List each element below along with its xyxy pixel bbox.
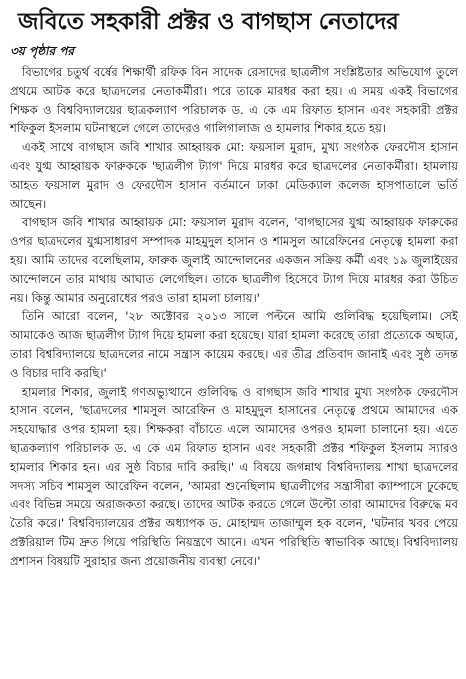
article-body — [10, 63, 458, 571]
paragraph: একই সাথে বাগছাস জবি শাখার আহ্বায়ক মো: ফয়সাল মুরাদ, মুখ্য সংগঠক ফেরদৌস হাসান এবং যুগ্ম আহ্বায়ক ফারুককে 'ছাত্রলীগ ট্যাগ' দিয়ে মারধর করে ছাত্রদলের নেতাকর্মীরা। হামলায় আহত ফয়সাল মুরাদ ও ফেরদৌস হাসান বর্তমানে ঢাকা মেডিক্যাল কলেজ হাসপাতালে ভর্তি আছেন। — [10, 140, 458, 211]
paragraph: বাগছাস জবি শাখার আহ্বায়ক মো: ফয়সাল মুরাদ বলেন, 'বাগছাসের যুগ্ম আহ্বায়ক ফারুকের ওপর ছাত্রদলের যুগ্মসাধারণ সম্পাদক মাহমুদুল হাসান ও শামসুল আরেফিনের নেতৃত্বে হামলা করা হয়। আমি তাদের বলেছিলাম, ফারুক জুলাই আন্দোলনের একজন সক্রিয় কর্মী এবং ১৯ জুলাইয়ের আন্দোলনে তার মাথায় আঘাত লেগেছিল। তাকে ছাত্রলীগ হিসেবে ট্যাগ দিয়ে মারধর করা উচিত নয়। কিন্তু আমার অনুরোধের পরও তারা হামলা চালায়।' — [10, 215, 458, 305]
headline: জবিতে সহকারী প্রক্টর ও বাগছাস নেতাদের — [18, 9, 399, 35]
paragraph: তিনি আরো বলেন, '২৮ অক্টোবর ২০১৩ সালে পল্টনে আমি গুলিবিদ্ধ হয়েছিলাম। সেই আমাকেও আজ ছাত্রলীগ ট্যাগ দিয়ে হামলা করা হয়েছে। যারা হামলা করেছে তারা প্রত্যেকে অছাত্র, তারা বিশ্ববিদ্যালয়ে ছাত্রদলের নামে সন্ত্রাস কায়েম করছে। এর তীব্র প্রতিবাদ জানাই এবং সুষ্ঠ তদন্ত ও বিচার দাবি করছি।' — [10, 309, 458, 380]
continued-from-label: ৩য় পৃষ্ঠার পর — [10, 44, 75, 58]
paragraph: হামলার শিকার, জুলাই গণঅভ্যুত্থানে গুলিবিদ্ধ ও বাগছাস জবি শাখার মুখ্য সংগঠক ফেরদৌস হাসান বলেন, 'ছাত্রদলের শামসুল আরেফিন ও মাহমুদুল হাসানের নেতৃত্বে প্রথমে আমাদের এক সহযোদ্ধার ওপর হামলা হয়। শিক্ষকরা বাঁচাতে এলে আমাদের ওপরও হামলা চালানো হয়। এতে ছাত্রকল্যাণ পরিচালক ড. এ কে এম রিফাত হাসান এবং সহকারী প্রক্টর শফিকুল ইসলাম স্যারও হামলার শিকার হন। এর সুষ্ঠ বিচার দাবি করছি।' এ বিষয়ে জগন্নাথ বিশ্ববিদ্যালয় শাখা ছাত্রদলের সদস্য সচিব শামসুল আরেফিন বলেন, 'আমরা শুনেছিলাম ছাত্রলীগের সন্ত্রাসীরা ক্যাম্পাসে ঢুকেছে এবং বিভিন্ন সময়ে অরাজকতা করছে। তাদের আটক করতে গেলে উল্টো তারা আমাদের বিরুদ্ধে মব তৈরি করে।' বিশ্ববিদ্যালয়ের প্রক্টর অধ্যাপক ড. মোহাম্মদ তাজাম্মুল হক বলেন, 'ঘটনার খবর পেয়ে প্রক্টরিয়াল টিম দ্রুত গিয়ে পরিস্থিতি নিয়ন্ত্রণে আনে। এখন পরিস্থিতি স্বাভাবিক আছে। বিশ্ববিদ্যালয় প্রশাসন বিষয়টি সুরাহার জন্য প্রয়োজনীয় ব্যবস্থা নেবে।' — [10, 384, 458, 568]
paragraph: বিভাগের চতুর্থ বর্ষের শিক্ষার্থী রফিক বিন সাদেক রেসাদের ছাত্রলীগ সংশ্লিষ্টতার অভিযোগ তুলে প্রথমে আটক করে ছাত্রদলের নেতাকর্মীরা। পরে তাকে মারধর করা হয়। এ সময় একই বিভাগের শিক্ষক ও বিশ্ববিদ্যালয়ের ছাত্রকল্যাণ পরিচালক ড. এ কে এম রিফাত হাসান এবং সহকারী প্রক্টর শফিকুল ইসলাম ঘটনাস্থলে গেলে তাদেরও গালিগালাজ ও হামলার শিকার হতে হয়। — [10, 65, 458, 136]
